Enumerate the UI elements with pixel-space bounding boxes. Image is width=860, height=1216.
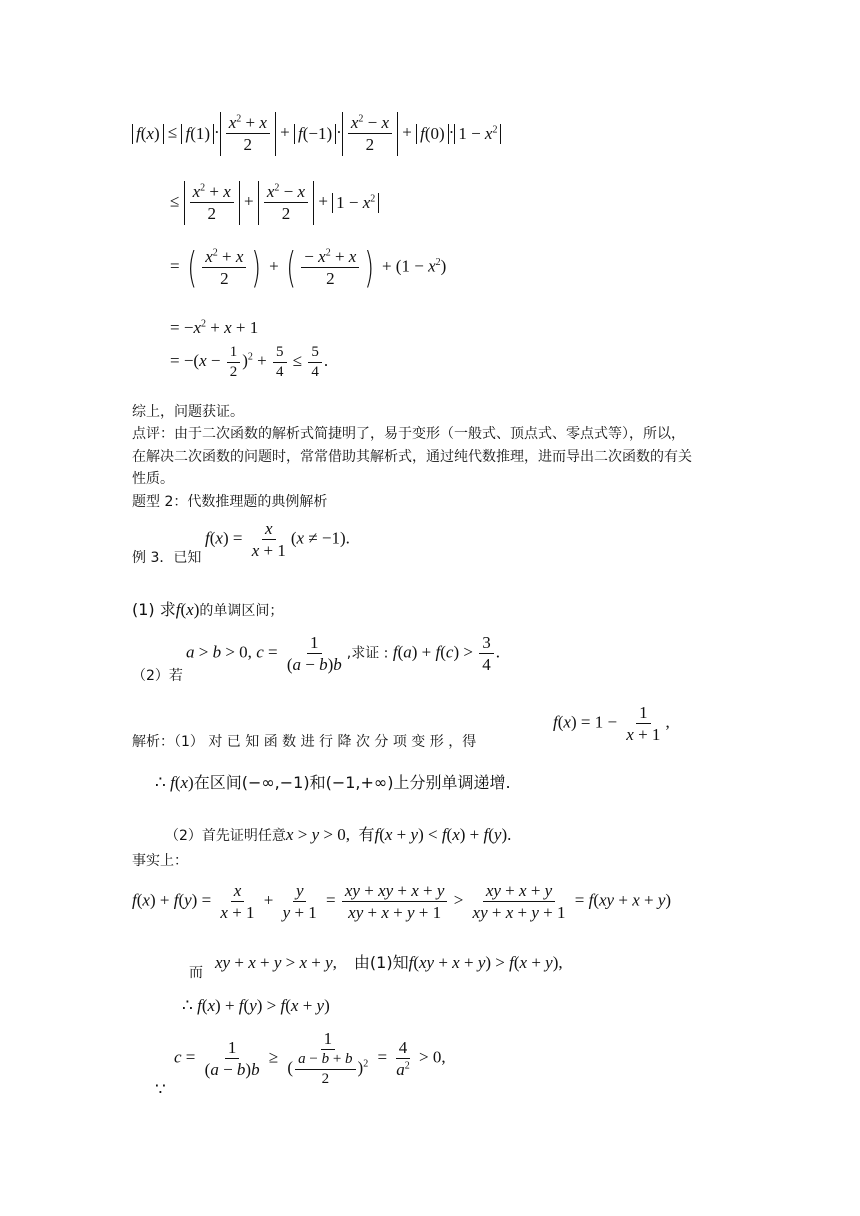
because-symbol: ∵ [155,1080,166,1099]
sum-equation: f(x) + f(y) = $\frac{x}{x + 1}$ + $\frac{y}{y + 1}$ = $\frac{xy + xy + x + y}{xy + x + y + 1}$ > $\frac{xy + x + y}{xy + x + y + 1}$ = f(xy + x + y) [132,881,672,923]
section-heading: 题型 2：代数推理题的典例解析 [132,494,328,510]
comparison-line: xy + x + y > x + y, 由(1)知f(xy + x + y) > f(x + y), [215,953,563,972]
question-2-math: a > b > 0, c = $\frac{1}{(a - b)b}$ ,求证 : f(a) + f(c) > $\frac{3}{4}$ . [186,633,500,675]
comment-line-2: 在解决二次函数的问题时，常常借助其解析式，通过纯代数推理，进而导出二次函数的有关 [132,449,692,465]
comment-line-1: 点评：由于二次函数的解析式简捷明了，易于变形（一般式、顶点式、零点式等），所以， [132,426,685,442]
math-line-1: f(x) ≤ f(1) · $\frac{x^2 + x}{2}$ + f(−1) · $\frac{x^2 - x}{2}$ + $f(0) \cdot 1 - x^2$ [132,112,501,156]
solution-1-math: f(x) = 1 − $\frac{1}{x + 1}$ , [553,703,670,745]
question-1: (1) 求f(x)的单调区间； [132,600,284,619]
c-inequality: c = $\frac{1}{(a - b)b}$ ≥ 1 ( $\frac{a - b + b}{2}$ )$^2$ = $\frac{4}{a^2}$ > 0, [174,1029,446,1087]
summary-text: 综上，问题获证。 [132,404,244,420]
math-line-5: = −(x − $\frac{1}{2}$ )$^2$ + $\frac{5}{4}$ ≤ $\frac{5}{4}$ . [170,344,329,380]
comment-line-3: 性质。 [132,471,174,487]
therefore-sum: ∴ f(x) + f(y) > f(x + y) [182,996,330,1015]
step-2-statement: （2）首先证明任意x > y > 0, 有f(x + y) < f(x) + f(y). [165,825,512,844]
question-2-label: （2）若 [132,668,183,684]
math-line-4: = $-x^2 + x + 1$ [170,318,259,337]
math-line-2: ≤ $\frac{x^2 + x}{2}$ + $\frac{x^2 - x}{2}$ + $1 - x^2$ [170,181,379,225]
math-line-3: = ( $\frac{x^2 + x}{2}$ ) + ( $\frac{- x^2 + x}{2}$ ) + $(1 - x^2)$ [170,242,447,292]
example-3-function: f(x) = $\frac{x}{x + 1}$ (x ≠ −1). [205,519,350,561]
example-3-label: 例 3．已知 [132,550,202,566]
solution-1-text: 解析：（1） 对 已 知 函 数 进 行 降 次 分 项 变 形 ，得 [132,734,477,750]
er-label: 而 [189,965,203,981]
fact-label: 事实上： [132,853,188,869]
therefore-monotonic: ∴ f(x)在区间(−∞,−1)和(−1,+∞)上分别单调递增. [155,773,511,792]
